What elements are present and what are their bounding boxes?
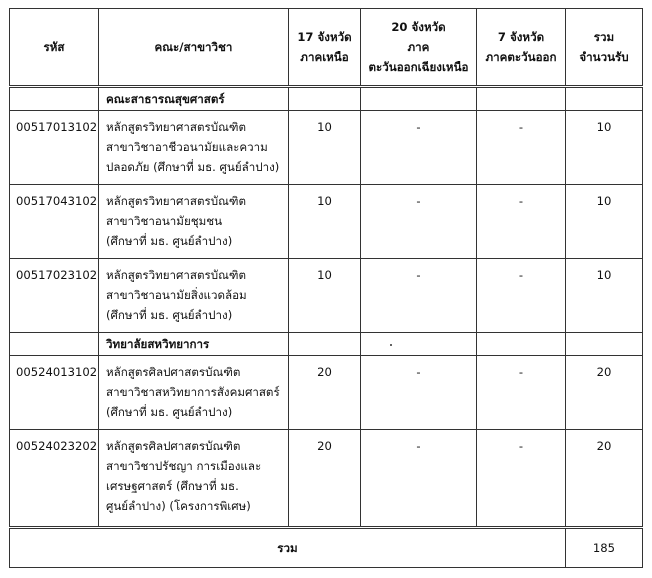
program-name: หลักสูตรศิลปศาสตรบัณฑิต สาขาวิชาปรัชญา การเมืองและ เศรษฐศาสตร์ (ศึกษาที่ มธ. ศูนย์ลำปาง) (โครงการพิเศษ): [99, 430, 289, 528]
program-code: 00524023202: [10, 430, 99, 528]
faculty-row: [10, 87, 643, 111]
quota-total: 10: [566, 259, 643, 333]
quota-northeast: -: [361, 185, 477, 259]
quota-east: -: [477, 185, 566, 259]
program-code: 00524013102: [10, 356, 99, 430]
faculty-row: [10, 333, 643, 356]
scan-speck: [390, 344, 392, 346]
header-northeast: 20 จังหวัด ภาค ตะวันออกเฉียงเหนือ: [361, 9, 477, 87]
program-code: 00517023102: [10, 259, 99, 333]
quota-north: 10: [289, 259, 361, 333]
total-row: [10, 528, 643, 568]
table-row: [10, 356, 643, 430]
quota-north: 20: [289, 356, 361, 430]
table-row: [10, 111, 643, 185]
program-code: 00517013102: [10, 111, 99, 185]
faculty-name: คณะสาธารณสุขศาสตร์: [99, 87, 289, 111]
quota-total: 10: [566, 185, 643, 259]
table-row: [10, 185, 643, 259]
quota-east: -: [477, 259, 566, 333]
quota-northeast: -: [361, 430, 477, 528]
quota-table: [9, 8, 643, 568]
header-code: รหัส: [10, 9, 99, 87]
program-code: 00517043102: [10, 185, 99, 259]
quota-east: -: [477, 356, 566, 430]
header-faculty: คณะ/สาขาวิชา: [99, 9, 289, 87]
quota-north: 10: [289, 185, 361, 259]
quota-northeast: -: [361, 259, 477, 333]
total-label: รวม: [10, 528, 566, 568]
faculty-name: วิทยาลัยสหวิทยาการ: [99, 333, 289, 356]
quota-north: 10: [289, 111, 361, 185]
quota-total: 20: [566, 430, 643, 528]
header-north: 17 จังหวัด ภาคเหนือ: [289, 9, 361, 87]
quota-east: -: [477, 430, 566, 528]
admission-quota-document: [9, 8, 642, 568]
table-row: [10, 259, 643, 333]
grand-total: 185: [566, 528, 643, 568]
quota-north: 20: [289, 430, 361, 528]
program-name: หลักสูตรวิทยาศาสตรบัณฑิต สาขาวิชาอาชีวอนามัยและความ ปลอดภัย (ศึกษาที่ มธ. ศูนย์ลำปาง): [99, 111, 289, 185]
program-name: หลักสูตรวิทยาศาสตรบัณฑิต สาขาวิชาอนามัยสิ่งแวดล้อม (ศึกษาที่ มธ. ศูนย์ลำปาง): [99, 259, 289, 333]
quota-northeast: -: [361, 356, 477, 430]
quota-total: 20: [566, 356, 643, 430]
quota-east: -: [477, 111, 566, 185]
header-row: [10, 9, 643, 87]
table-row: [10, 430, 643, 528]
header-east: 7 จังหวัด ภาคตะวันออก: [477, 9, 566, 87]
program-name: หลักสูตรวิทยาศาสตรบัณฑิต สาขาวิชาอนามัยชุมชน (ศึกษาที่ มธ. ศูนย์ลำปาง): [99, 185, 289, 259]
header-total: รวม จำนวนรับ: [566, 9, 643, 87]
quota-total: 10: [566, 111, 643, 185]
quota-northeast: -: [361, 111, 477, 185]
program-name: หลักสูตรศิลปศาสตรบัณฑิต สาขาวิชาสหวิทยาการสังคมศาสตร์ (ศึกษาที่ มธ. ศูนย์ลำปาง): [99, 356, 289, 430]
